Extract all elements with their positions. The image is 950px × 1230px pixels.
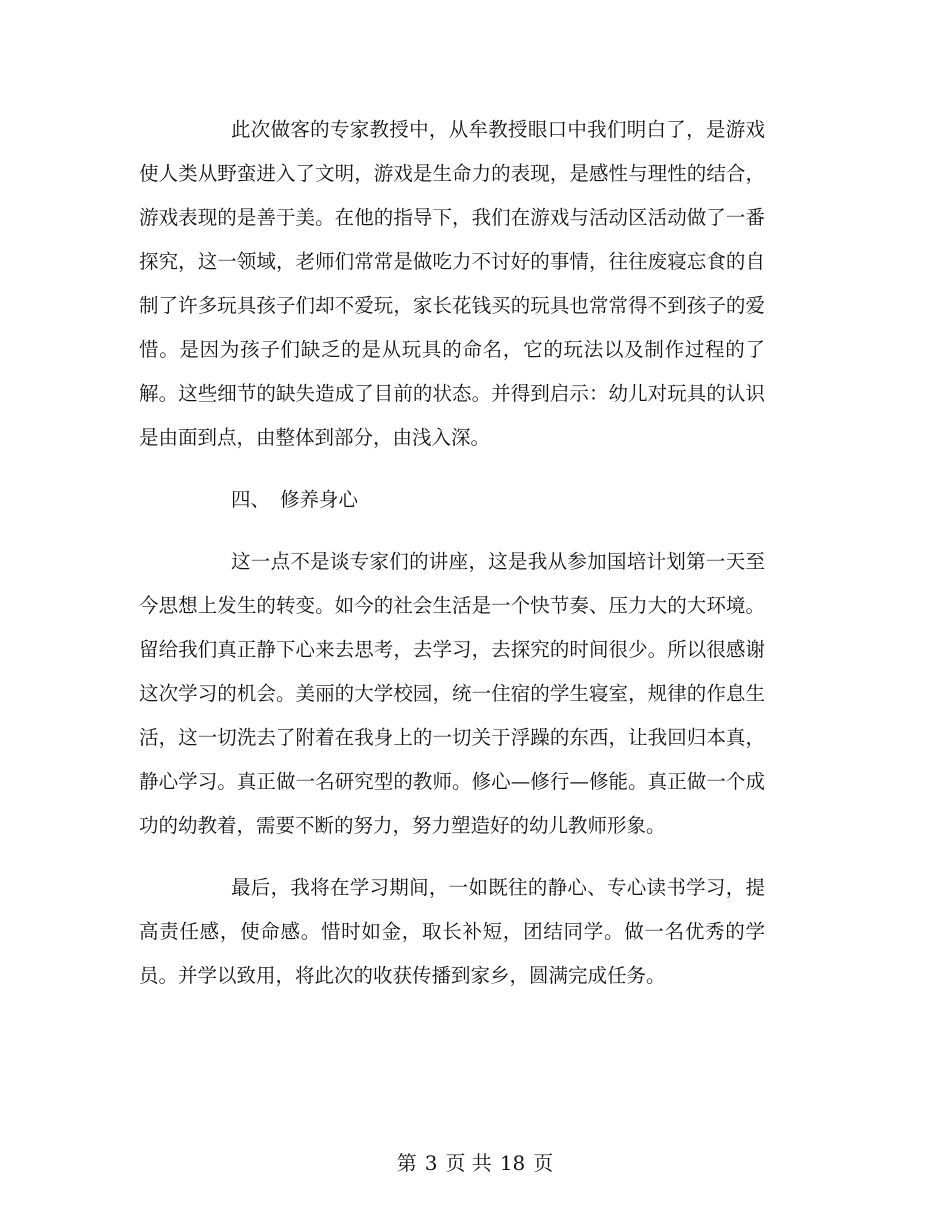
document-body	[139, 108, 765, 998]
section-heading-number: 四、	[231, 488, 271, 511]
footer-prefix: 第	[396, 1151, 417, 1175]
section-heading	[139, 478, 765, 522]
paragraph-self-cultivation: 这一点不是谈专家们的讲座，这是我从参加国培计划第一天至今思想上发生的转变。如今的社会生活是一个快节奏、压力大的大环境。留给我们真正静下心来去思考，去学习，去探究的时间很少。所以很感谢这次学习的机会。美丽的大学校园，统一住宿的学生寝室，规律的作息生活，这一切洗去了附着在我身上的一切关于浮躁的东西，让我回归本真，静心学习。真正做一名研究型的教师。修心—修行—修能。真正做一个成功的幼教着，需要不断的努力，努力塑造好的幼儿教师形象。	[139, 550, 765, 837]
paragraph-conclusion: 最后，我将在学习期间，一如既往的静心、专心读书学习，提高责任感，使命感。惜时如金，取长补短，团结同学。做一名优秀的学员。并学以致用，将此次的收获传播到家乡，圆满完成任务。	[139, 876, 765, 987]
footer-total-pages: 18	[499, 1151, 526, 1175]
footer-suffix: 页	[533, 1151, 554, 1175]
section-heading-title: 修养身心	[280, 488, 359, 511]
page-footer	[0, 1148, 950, 1178]
footer-current-page: 3	[424, 1151, 438, 1175]
paragraph-game-research: 此次做客的专家教授中，从牟教授眼口中我们明白了，是游戏使人类从野蛮进入了文明，游戏是生命力的表现，是感性与理性的结合，游戏表现的是善于美。在他的指导下，我们在游戏与活动区活动做了一番探究，这一领域，老师们常常是做吃力不讨好的事情，往往废寝忘食的自制了许多玩具孩子们却不爱玩，家长花钱买的玩具也常常得不到孩子的爱惜。是因为孩子们缺乏的是从玩具的命名，它的玩法以及制作过程的了解。这些细节的缺失造成了目前的状态。并得到启示：幼儿对玩具的认识是由面到点，由整体到部分，由浅入深。	[139, 118, 765, 449]
footer-middle: 页 共	[445, 1151, 492, 1175]
